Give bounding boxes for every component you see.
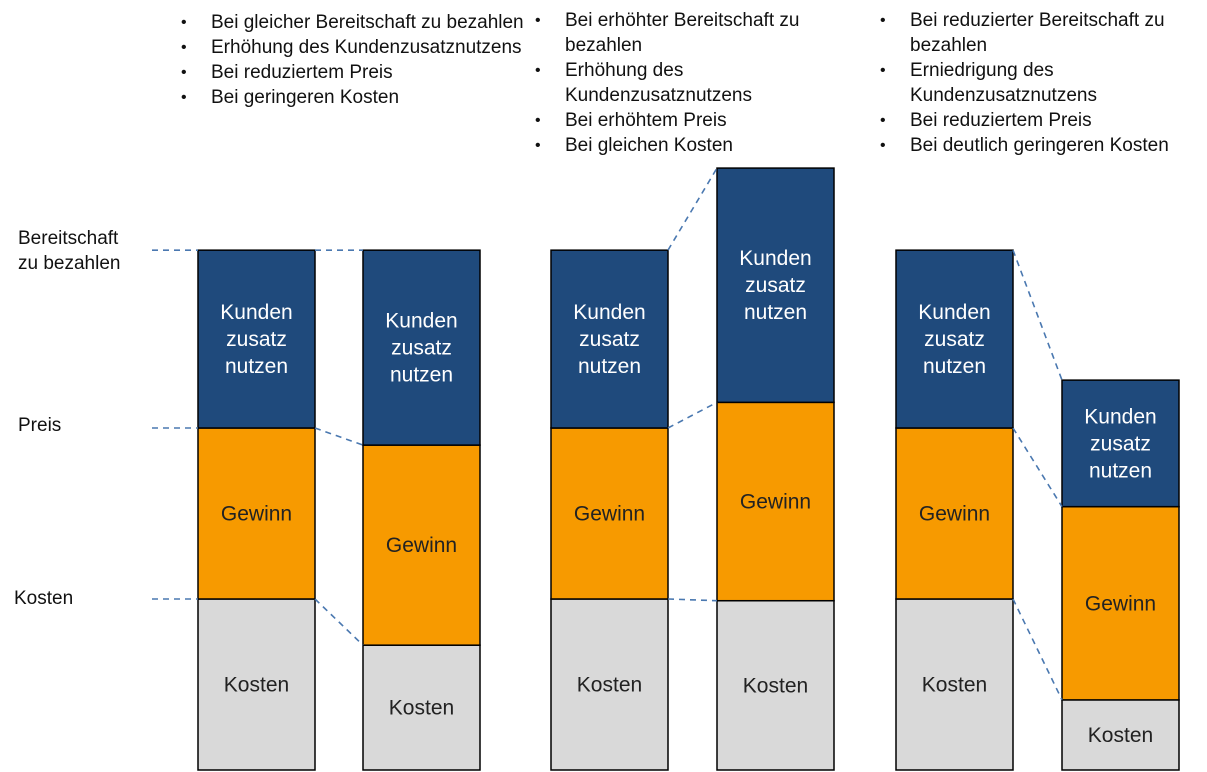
connector-price-3 <box>1013 428 1062 507</box>
bar-6-kosten-label: Kosten <box>1087 723 1154 747</box>
bar-1-nutzen-label: Kunden <box>220 301 293 325</box>
bullet-item: • Erniedrigung des Kundenzusatznutzens <box>880 58 1200 108</box>
bar-4-kosten-label: Kosten <box>742 674 809 698</box>
bar-4-nutzen-label: Kunden <box>739 247 812 271</box>
label-costs: Kosten <box>14 588 74 609</box>
bullet-item: • Bei gleichen Kosten <box>535 133 860 158</box>
connector-costs-3 <box>1013 599 1062 700</box>
bar-6-nutzen-label: Kunden <box>1084 405 1157 429</box>
bullet-item: • Bei reduzierter Bereitschaft zu bezahlen <box>880 8 1200 58</box>
bar-5-nutzen-label: nutzen <box>922 355 987 379</box>
bar-4-nutzen-label: zusatz <box>745 274 806 298</box>
label-willingness: Bereitschaft zu bezahlen <box>18 228 121 274</box>
bar-3-nutzen-label: Kunden <box>573 301 646 325</box>
bullet-item: • Bei deutlich geringeren Kosten <box>880 133 1200 158</box>
bar-1-nutzen-label: nutzen <box>224 355 289 379</box>
bullet-item: • Bei erhöhtem Preis <box>535 108 860 133</box>
bar-2-nutzen-label: Kunden <box>385 309 458 333</box>
bullet-item: • Bei geringeren Kosten <box>181 85 526 110</box>
bullet-item: • Bei erhöhter Bereitschaft zu bezahlen <box>535 8 860 58</box>
label-price: Preis <box>18 415 62 436</box>
bar-2-gewinn-label: Gewinn <box>385 534 458 558</box>
scenario-3-bullets <box>880 8 1200 158</box>
connector-willingness-2 <box>668 168 717 250</box>
bar-3-gewinn-label: Gewinn <box>573 502 646 526</box>
bar-1-kosten-label: Kosten <box>223 673 290 697</box>
bar-5-gewinn-label: Gewinn <box>918 502 991 526</box>
bar-1-nutzen-label: zusatz <box>226 328 287 352</box>
bar-2-nutzen-label: zusatz <box>391 336 452 360</box>
bullet-item: • Erhöhung des Kundenzusatznutzens <box>535 58 860 108</box>
bar-5-kosten-label: Kosten <box>921 673 988 697</box>
bar-2-kosten-label: Kosten <box>388 696 455 720</box>
connector-price-1 <box>315 428 363 445</box>
bar-4-gewinn-label: Gewinn <box>739 490 812 514</box>
connector-price-2 <box>668 402 717 428</box>
bar-1-gewinn-label: Gewinn <box>220 502 293 526</box>
scenario-2-bullets <box>535 8 860 158</box>
bar-2-nutzen-label: nutzen <box>389 363 454 387</box>
bullet-item: • Erhöhung des Kundenzusatznutzens <box>181 35 526 60</box>
connector-costs-1 <box>315 599 363 645</box>
connector-willingness-3 <box>1013 250 1062 380</box>
scenario-1-bullets <box>181 10 526 110</box>
bar-3-kosten-label: Kosten <box>576 673 643 697</box>
bar-5-nutzen-label: Kunden <box>918 301 991 325</box>
bullet-item: • Bei gleicher Bereitschaft zu bezahlen <box>181 10 526 35</box>
bar-3-nutzen-label: nutzen <box>577 355 642 379</box>
bar-6-nutzen-label: zusatz <box>1090 432 1151 456</box>
bullet-item: • Bei reduziertem Preis <box>880 108 1200 133</box>
bar-6-gewinn-label: Gewinn <box>1084 592 1157 616</box>
bullet-item: • Bei reduziertem Preis <box>181 60 526 85</box>
connector-costs-2 <box>668 599 717 601</box>
bar-5-nutzen-label: zusatz <box>924 328 985 352</box>
bar-4-nutzen-label: nutzen <box>743 301 808 325</box>
bar-3-nutzen-label: zusatz <box>579 328 640 352</box>
bar-6-nutzen-label: nutzen <box>1088 459 1153 483</box>
